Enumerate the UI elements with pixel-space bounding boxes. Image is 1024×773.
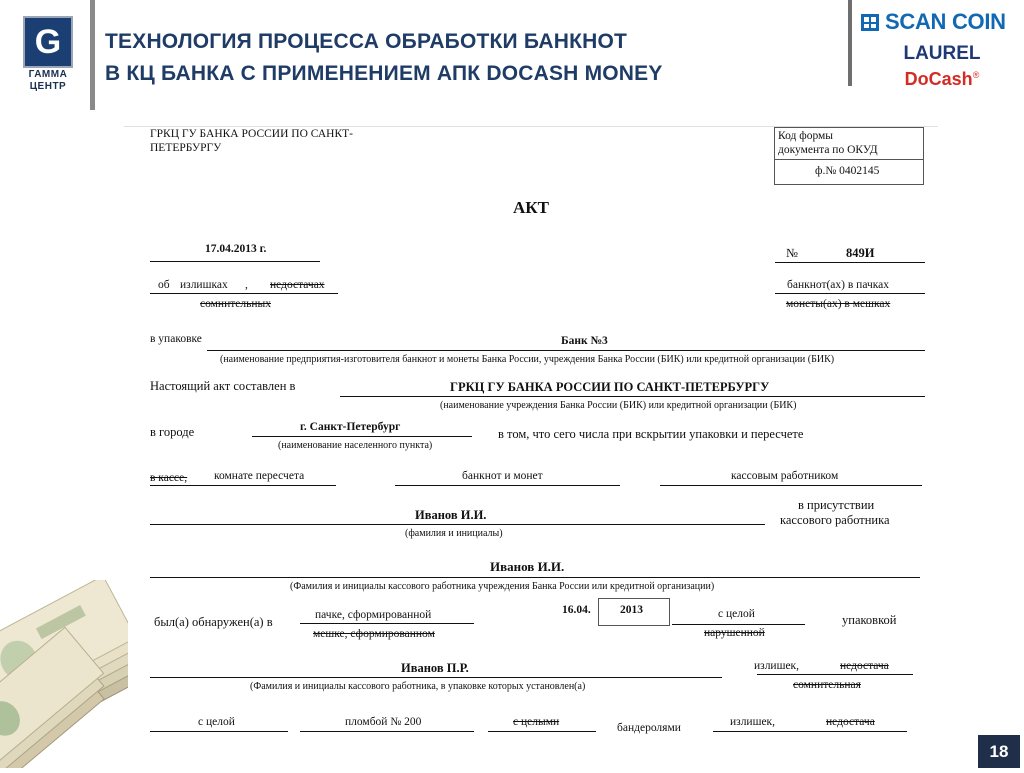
registered-mark: ® — [972, 70, 980, 80]
okud-separator — [774, 159, 924, 160]
text-banderolyami: бандеролями — [617, 722, 681, 734]
text-v-tom: в том, что сего числа при вскрытии упаковки и пересчете — [498, 427, 804, 441]
s-celymi-underline — [488, 731, 596, 732]
okud-value: ф.№ 0402145 — [815, 165, 880, 177]
text-somnitelnaya: сомнительная — [793, 679, 861, 691]
kassa-underline — [150, 485, 336, 486]
act-title: АКТ — [513, 198, 549, 217]
brand-docash-text: DoCash — [904, 69, 973, 89]
s-celoy-underline — [672, 624, 805, 625]
date-underline — [150, 261, 320, 262]
banknotes-image — [0, 580, 128, 768]
gamma-center-logo — [23, 16, 73, 68]
date-2: 16.04. — [562, 604, 591, 616]
fio-3: Иванов П.Р. — [401, 661, 469, 675]
brand-laurel: LAUREL — [903, 43, 981, 64]
text-v-upakovke: в упаковке — [150, 333, 202, 345]
text-plomba: пломбой № 200 — [345, 716, 422, 728]
city-caption: (наименование населенного пункта) — [278, 440, 433, 451]
banknot-underline — [775, 293, 925, 294]
fio3-caption: (Фамилия и инициалы кассового работника, в упаковке которых установлен(а) — [250, 681, 586, 692]
text-izlishek-2: излишек, — [730, 716, 776, 728]
text-nedostacha: недостача — [840, 660, 889, 672]
brand-scan-coin: SCAN COIN — [885, 9, 1006, 34]
divider-right — [848, 0, 852, 86]
divider-left — [90, 0, 95, 110]
org-name-line1: ГРКЦ ГУ БАНКА РОССИИ ПО САНКТ- — [150, 128, 353, 140]
org-name-line2: ПЕТЕРБУРГУ — [150, 142, 222, 154]
okud-label-line2: документа по ОКУД — [778, 144, 878, 156]
fio3-underline — [150, 677, 722, 678]
logo-text-line1: ГАММА — [28, 69, 68, 80]
city-name: г. Санкт-Петербург — [300, 421, 401, 433]
text-somnitelnyh: сомнительных — [200, 298, 271, 310]
plomba-underline — [300, 731, 474, 732]
text-v-prisutstvii: в присутствии — [798, 498, 875, 512]
text-nedostachah: недостачах — [270, 279, 325, 291]
act-number: 849И — [846, 246, 875, 260]
text-comma: , — [245, 279, 248, 291]
bank-name: Банк №3 — [561, 335, 608, 347]
number-underline — [775, 262, 925, 263]
text-v-kasse: в кассе, — [150, 472, 188, 484]
brand-docash — [887, 69, 997, 90]
slide-title-line2: В КЦ БАНКА С ПРИМЕНЕНИЕМ АПК DOCASH MONEY — [105, 62, 663, 85]
text-s-celoy-2: с целой — [198, 716, 235, 728]
text-kassovogo-rabotnika: кассового работника — [780, 513, 890, 527]
text-izlishek: излишек, — [754, 660, 800, 672]
grkc-caption: (наименование учреждения Банка России (БИК) или кредитной организации (БИК) — [440, 400, 797, 411]
text-banknot-monet: банкнот и монет — [462, 470, 543, 482]
fio2-caption: (Фамилия и инициалы кассового работника учреждения Банка России или кредитной организации) — [290, 581, 715, 592]
fio-2: Иванов И.И. — [490, 559, 565, 574]
fio2-underline — [150, 577, 920, 578]
text-kass-rabotnikom: кассовым работником — [731, 470, 839, 482]
bank-underline — [207, 350, 925, 351]
izlishek-2-underline — [713, 731, 907, 732]
text-izlishkah: излишках — [180, 279, 228, 291]
text-s-celymi: с целыми — [513, 716, 560, 728]
slide-title-line1: ТЕХНОЛОГИЯ ПРОЦЕССА ОБРАБОТКИ БАНКНОТ — [105, 30, 628, 53]
page-number: 18 — [978, 735, 1020, 768]
text-banknot-pachkah: банкнот(ах) в пачках — [787, 279, 890, 291]
number-label: № — [786, 246, 798, 260]
scan-coin-logo-icon — [861, 14, 879, 31]
text-narushennoy: нарушенной — [704, 627, 765, 639]
okud-label-line1: Код формы — [778, 130, 834, 142]
text-nedostacha-2: недостача — [826, 716, 875, 728]
pachke-underline — [300, 623, 474, 624]
fio1-underline — [150, 524, 765, 525]
logo-text-line2: ЦЕНТР — [29, 81, 67, 92]
grkc-underline — [340, 396, 925, 397]
text-monety-meshkah: монеты(ах) в мешках — [786, 298, 891, 310]
text-s-celoy: с целой — [718, 608, 755, 620]
fio1-caption: (фамилия и инициалы) — [405, 528, 503, 539]
city-underline — [252, 436, 472, 437]
text-obnaruzhen: был(а) обнаружен(а) в — [154, 615, 273, 629]
fio-1: Иванов И.И. — [415, 508, 487, 522]
act-date: 17.04.2013 г. — [205, 243, 267, 255]
bank-caption: (наименование предприятия-изготовителя банкнот и монеты Банка России, учреждения Банка России (БИК) или кредитной организации (БИК) — [220, 354, 835, 365]
kass-rab-underline — [660, 485, 922, 486]
izlishek-underline — [757, 674, 913, 675]
text-komnate: комнате пересчета — [214, 470, 305, 482]
s-celoy-2-underline — [150, 731, 288, 732]
ob-underline — [150, 293, 338, 294]
year-value: 2013 — [620, 604, 643, 616]
banknot-monet-underline — [395, 485, 620, 486]
text-sostavlen: Настоящий акт составлен в — [150, 379, 296, 393]
text-pachke: пачке, сформированной — [315, 609, 432, 621]
text-v-gorode: в городе — [150, 425, 195, 439]
text-ob: об — [158, 279, 170, 291]
grkc-name: ГРКЦ ГУ БАНКА РОССИИ ПО САНКТ-ПЕТЕРБУРГУ — [450, 380, 770, 394]
text-upakovkoy: упаковкой — [842, 613, 897, 627]
text-meshke: мешке, сформированном — [313, 628, 435, 640]
logo-letter: G — [34, 23, 62, 61]
